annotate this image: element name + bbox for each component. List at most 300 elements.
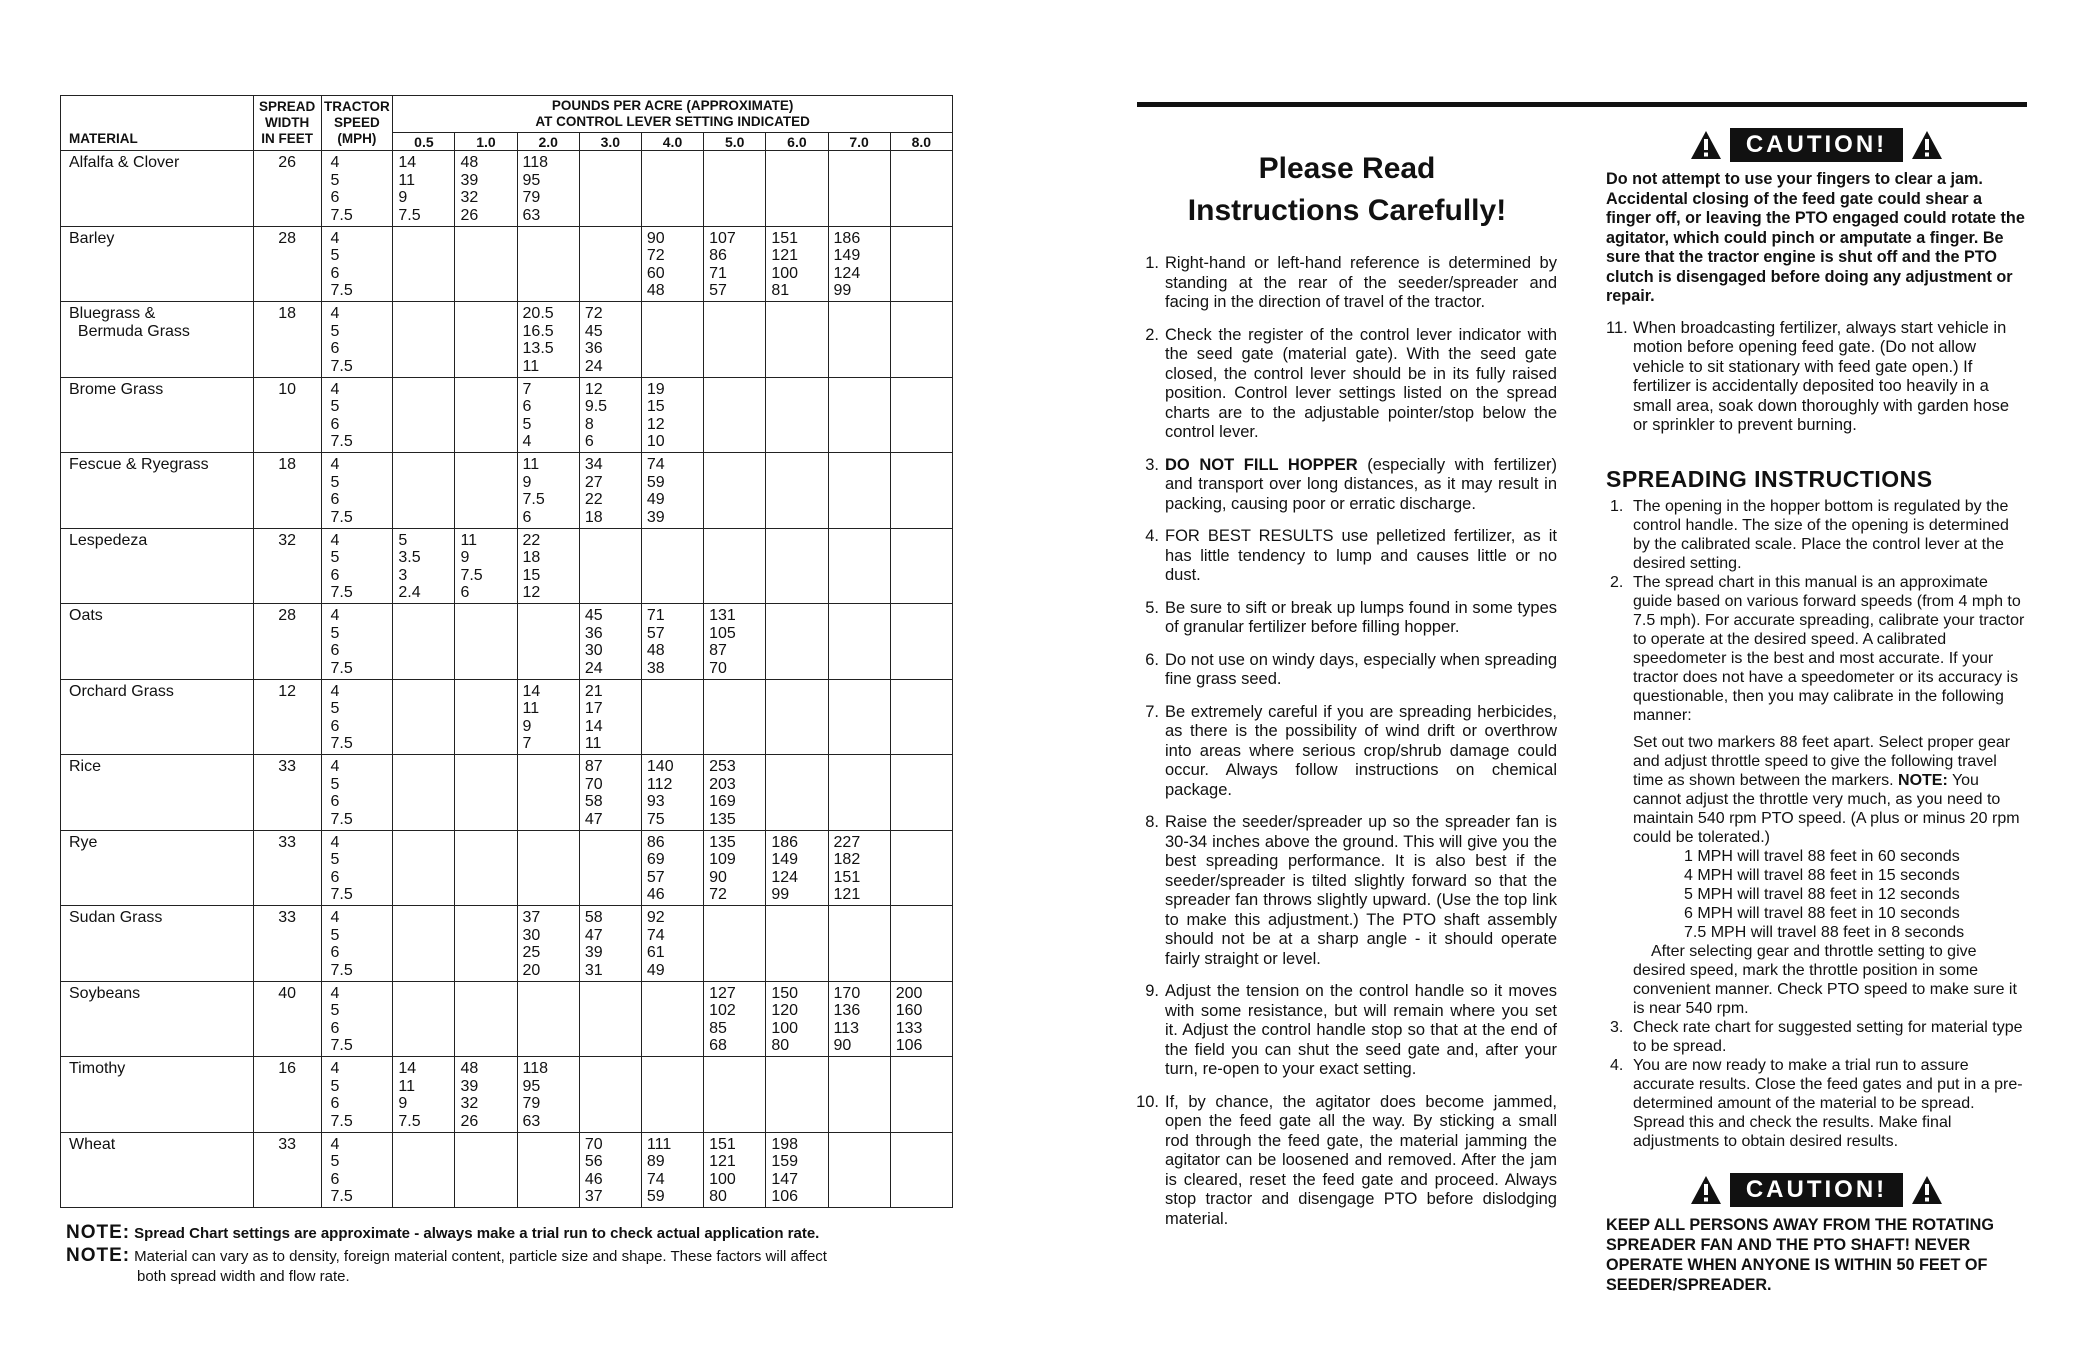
rate-cell (704, 151, 766, 227)
tractor-speed-cell (321, 604, 393, 680)
rate-value: 26 (460, 206, 479, 224)
speed-value: 6 (330, 491, 340, 508)
spreading-text: The opening in the hopper bottom is regulated by the control handle. The size of the opening is determined by the calibrated scale. Place the control lever at the desired setting. (1633, 497, 2009, 572)
rate-value: 127 (709, 984, 736, 1002)
material-name: Fescue & Ryegrass (69, 456, 209, 473)
rate-value: 24 (584, 357, 603, 375)
speed-value: 4 (330, 984, 340, 1002)
material-name: Timothy (69, 1060, 126, 1077)
rate-value: 12 (522, 584, 541, 601)
instruction-number: 10. (1136, 1092, 1159, 1111)
rate-value: 71 (709, 264, 727, 282)
rate-cell (704, 302, 766, 378)
rate-cell (890, 755, 952, 831)
material-name: Barley (69, 229, 115, 247)
speed-value: 7.5 (330, 1188, 353, 1205)
header-setting: 7.0 (828, 133, 890, 151)
rate-cell (641, 226, 703, 302)
rate-cell (393, 1132, 455, 1208)
rate-value: 79 (522, 1095, 541, 1112)
instruction-text: Do not use on windy days, especially when spreading fine grass seed. (1165, 650, 1557, 688)
instruction-number: 8. (1145, 813, 1159, 831)
rate-cell (517, 1057, 579, 1133)
spread-width-cell: 18 (253, 453, 321, 529)
rate-cell (766, 302, 828, 378)
rate-value: 69 (646, 851, 665, 868)
rate-value: 186 (771, 833, 799, 851)
rate-cell (579, 377, 641, 453)
header-setting: 4.0 (641, 133, 703, 151)
spreading-number: 2. (1610, 573, 1624, 591)
rate-value: 16.5 (522, 322, 554, 340)
speed-value: 5 (330, 700, 340, 717)
instruction-number: 4. (1145, 527, 1159, 545)
rate-value: 17 (584, 700, 603, 717)
rate-value: 3.5 (398, 549, 421, 566)
rate-value: 11 (522, 456, 540, 473)
rate-cell (455, 981, 517, 1057)
rate-cell (579, 604, 641, 680)
rate-cell (517, 755, 579, 831)
rate-value: 7.5 (398, 206, 421, 224)
rate-value: 70 (584, 775, 603, 793)
rate-value: 22 (522, 531, 541, 549)
rate-cell (455, 226, 517, 302)
rate-value: 87 (584, 758, 603, 775)
rate-value: 3 (398, 566, 408, 584)
rate-value: 112 (646, 775, 673, 793)
header-setting: 2.0 (517, 133, 579, 151)
rate-cell (641, 1132, 703, 1208)
rate-value: 48 (460, 1060, 479, 1077)
rate-value: 135 (709, 833, 736, 851)
material-name: Soybeans (69, 984, 141, 1002)
rate-value: 86 (646, 833, 665, 851)
rate-cell (641, 528, 703, 604)
rate-value: 21 (584, 682, 603, 700)
speed-value: 5 (330, 247, 340, 264)
tractor-speed-cell (321, 302, 393, 378)
rate-cell (579, 755, 641, 831)
rate-value: 11 (522, 700, 540, 717)
speed-value: 5 (330, 624, 340, 642)
rate-value: 253 (709, 758, 736, 775)
rate-cell (704, 528, 766, 604)
rate-value: 61 (646, 944, 665, 961)
rate-cell (393, 755, 455, 831)
rate-cell (455, 1057, 517, 1133)
spreading-item (1606, 1056, 2027, 1151)
rate-value: 37 (522, 909, 541, 926)
rate-value: 86 (709, 247, 727, 264)
rate-value: 109 (709, 851, 736, 868)
rate-value: 12 (646, 415, 665, 433)
instruction-text: FOR BEST RESULTS use pelletized fertilizer, as it has little tendency to lump and causes little or no dust. (1165, 527, 1557, 584)
spread-width-cell: 33 (253, 830, 321, 906)
speed-value: 7.5 (330, 735, 353, 752)
rate-value: 9 (460, 549, 470, 566)
rate-value: 14 (522, 682, 541, 700)
rate-cell (641, 755, 703, 831)
speed-value: 5 (330, 851, 340, 868)
speed-value: 4 (330, 154, 340, 171)
table-row (61, 1132, 953, 1208)
rate-value: 14 (398, 1060, 417, 1077)
rate-cell (890, 1057, 952, 1133)
rate-value: 121 (833, 886, 861, 903)
rate-value: 48 (646, 642, 665, 659)
rate-cell (579, 453, 641, 529)
rate-value: 24 (584, 659, 603, 677)
rate-value: 99 (771, 886, 790, 903)
rate-cell (766, 906, 828, 982)
speed-value: 6 (330, 1170, 340, 1188)
rate-cell (704, 906, 766, 982)
material-cell (61, 302, 254, 378)
instruction-text: Be extremely careful if you are spreading herbicides, as there is the possibility of wind drift or overthrow into areas where serious crop/shrub damage could occur. Always follow instructions on chemical package. (1165, 702, 1557, 799)
tractor-speed-cell (321, 906, 393, 982)
material-name: Bermuda Grass (69, 322, 190, 340)
rate-value: 140 (646, 758, 674, 775)
note-2: NOTE: Material can vary as to density, foreign material content, particle size and shape. These factors will affect (66, 1245, 827, 1266)
rate-cell (890, 151, 952, 227)
rate-value: 11 (398, 171, 415, 189)
rate-cell (455, 604, 517, 680)
rate-value: 74 (646, 456, 665, 473)
tractor-speed-cell (321, 755, 393, 831)
rate-cell (579, 528, 641, 604)
rate-value: 75 (646, 810, 665, 828)
travel-time-line: 4 MPH will travel 88 feet in 15 seconds (1684, 866, 1960, 884)
rate-value: 11 (460, 531, 478, 549)
rate-cell (393, 679, 455, 755)
material-cell (61, 1057, 254, 1133)
instructions-column (1137, 148, 1557, 1242)
instruction-text: Right-hand or left-hand reference is determined by standing at the rear of the seeder/spreader and facing in the direction of travel of the tractor. (1165, 254, 1557, 311)
rate-value: 6 (522, 398, 532, 415)
rate-value: 47 (584, 810, 603, 828)
rate-cell (828, 981, 890, 1057)
rate-cell (828, 679, 890, 755)
rate-value: 8 (584, 415, 594, 433)
rate-cell (393, 453, 455, 529)
rate-value: 32 (460, 189, 479, 206)
rate-value: 14 (584, 717, 603, 735)
instruction-text: If, by chance, the agitator does become jammed, open the feed gate all the way. By sticking a small rod through the feed gate, the material jamming the agitator can be loosened and removed. After the jam is cleared, reset the feed gate and proceed. Always stop tractor and disengage PTO before dislodging material. (1165, 1092, 1557, 1228)
rate-value: 118 (522, 154, 549, 171)
rate-cell (828, 906, 890, 982)
rate-cell (766, 226, 828, 302)
rate-cell (393, 604, 455, 680)
spread-width-cell: 12 (253, 679, 321, 755)
spread-width-cell: 33 (253, 755, 321, 831)
rate-value: 39 (584, 944, 603, 961)
speed-value: 7.5 (330, 1112, 353, 1130)
rate-value: 49 (646, 491, 665, 508)
table-row (61, 604, 953, 680)
rate-value: 39 (460, 171, 479, 189)
caution-banner (1606, 128, 2027, 162)
rate-cell (579, 906, 641, 982)
rate-value: 133 (895, 1019, 923, 1037)
rate-cell (393, 302, 455, 378)
rate-value: 37 (584, 1188, 603, 1205)
rate-cell (828, 1057, 890, 1133)
speed-value: 5 (330, 473, 340, 491)
rate-value: 7.5 (460, 566, 483, 584)
tractor-speed-cell (321, 679, 393, 755)
rate-cell (517, 453, 579, 529)
material-cell (61, 679, 254, 755)
spreading-instructions-heading: SPREADING INSTRUCTIONS (1606, 465, 1933, 492)
material-cell (61, 377, 254, 453)
spreading-text: You are now ready to make a trial run to assure accurate results. Close the feed gates and put in a pre-determined amount of the material to be spread. Spread this and check the results. Make final adjustments to obtain desired results. (1633, 1056, 2023, 1150)
rate-cell (579, 981, 641, 1057)
rate-value: 92 (646, 909, 665, 926)
rate-value: 13.5 (522, 340, 554, 357)
rate-cell (393, 151, 455, 227)
spread-rate-table (60, 95, 953, 1208)
rate-cell (704, 981, 766, 1057)
rate-cell (890, 906, 952, 982)
instruction-item (1137, 813, 1557, 969)
speed-value: 4 (330, 305, 340, 322)
tractor-speed-cell (321, 151, 393, 227)
rate-value: 36 (584, 624, 603, 642)
rate-value: 80 (771, 1037, 790, 1054)
rate-value: 113 (833, 1019, 860, 1037)
rate-value: 151 (833, 868, 861, 886)
speed-value: 7.5 (330, 206, 353, 224)
rate-value: 186 (833, 229, 861, 247)
header-setting: 8.0 (890, 133, 952, 151)
rate-value: 59 (646, 1188, 665, 1205)
rate-value: 93 (646, 793, 665, 810)
speed-value: 4 (330, 1135, 340, 1153)
rate-value: 79 (522, 189, 541, 206)
rate-value: 124 (833, 264, 861, 282)
rate-value: 151 (709, 1135, 736, 1153)
rate-value: 121 (771, 247, 799, 264)
material-name: Orchard Grass (69, 682, 174, 700)
rate-cell (455, 679, 517, 755)
rate-cell (828, 302, 890, 378)
rate-cell (641, 981, 703, 1057)
spreading-number: 3. (1610, 1018, 1624, 1036)
table-row (61, 302, 953, 378)
rate-value: 200 (895, 984, 923, 1002)
rate-value: 49 (646, 961, 665, 979)
rate-value: 136 (833, 1002, 861, 1019)
rate-cell (828, 226, 890, 302)
speed-value: 7.5 (330, 584, 353, 601)
rate-cell (393, 981, 455, 1057)
rate-value: 30 (522, 926, 541, 944)
rate-cell (890, 302, 952, 378)
rate-cell (766, 1057, 828, 1133)
rate-value: 46 (646, 886, 665, 903)
rate-cell (828, 604, 890, 680)
speed-value: 7.5 (330, 810, 353, 828)
rate-value: 11 (522, 357, 540, 375)
rate-cell (890, 226, 952, 302)
rate-cell (828, 377, 890, 453)
rate-cell (641, 1057, 703, 1133)
rate-cell (455, 1132, 517, 1208)
rate-cell (455, 453, 517, 529)
rate-cell (766, 981, 828, 1057)
rate-value: 7.5 (398, 1112, 421, 1130)
rate-cell (455, 830, 517, 906)
instruction-number: 2. (1145, 325, 1159, 344)
rate-cell (393, 226, 455, 302)
table-row (61, 377, 953, 453)
caution-label: CAUTION! (1730, 128, 1903, 162)
spread-width-cell: 33 (253, 1132, 321, 1208)
spread-width-cell: 10 (253, 377, 321, 453)
rate-value: 30 (584, 642, 603, 659)
rate-value: 107 (709, 229, 736, 247)
spread-width-cell: 32 (253, 528, 321, 604)
rate-value: 95 (522, 1077, 541, 1095)
caution-text-jam: Do not attempt to use your fingers to clear a jam. Accidental closing of the feed gate could shear a finger off, or leaving the PTO engaged could rotate the agitator, which could pinch or amputate a finger. Be sure that the tractor engine is shut off and the PTO clutch is disengaged before doing any adjustment or repair. (1606, 170, 2025, 305)
rate-value: 11 (398, 1077, 415, 1095)
rate-cell (579, 302, 641, 378)
rate-value: 18 (522, 549, 541, 566)
rate-cell (704, 377, 766, 453)
header-setting: 0.5 (393, 133, 455, 151)
material-name: Rye (69, 833, 98, 851)
rate-cell (828, 1132, 890, 1208)
rate-cell (641, 679, 703, 755)
rate-value: 100 (771, 1019, 799, 1037)
material-name: Rice (69, 758, 102, 775)
spread-chart (60, 95, 953, 1208)
rate-value: 124 (771, 868, 799, 886)
rate-value: 72 (584, 305, 603, 322)
spreading-list-continued (1606, 1018, 2027, 1151)
rate-cell (517, 226, 579, 302)
rate-value: 45 (584, 607, 603, 624)
speed-value: 6 (330, 415, 340, 433)
rate-value: 27 (584, 473, 603, 491)
rate-value: 6 (584, 433, 594, 450)
rate-value: 46 (584, 1170, 603, 1188)
rate-value: 198 (771, 1135, 799, 1153)
spreading-text: Check rate chart for suggested setting for material type to be spread. (1633, 1018, 2023, 1055)
instruction-item (1137, 651, 1557, 690)
rate-value: 9 (522, 717, 532, 735)
rate-value: 48 (460, 154, 479, 171)
instruction-text: (especially with fertilizer) and transport over long distances, as it may result in packing, causing poor or erratic discharge. (1165, 455, 1557, 513)
speed-value: 5 (330, 322, 340, 340)
rate-value: 118 (522, 1060, 549, 1077)
material-name: Sudan Grass (69, 909, 163, 926)
material-cell (61, 528, 254, 604)
material-cell (61, 981, 254, 1057)
note-1: NOTE: Spread Chart settings are approximate - always make a trial run to check actual application rate. (66, 1222, 820, 1243)
rate-value: 20 (522, 961, 541, 979)
speed-value: 6 (330, 642, 340, 659)
rate-value: 90 (833, 1037, 852, 1054)
rate-value: 5 (398, 531, 408, 549)
rate-cell (828, 151, 890, 227)
rate-cell (704, 604, 766, 680)
material-cell (61, 1132, 254, 1208)
rate-cell (890, 377, 952, 453)
speed-value: 5 (330, 1077, 340, 1095)
rate-value: 111 (646, 1135, 672, 1153)
material-name: Oats (69, 607, 103, 624)
rate-value: 15 (646, 398, 665, 415)
rate-cell (517, 1132, 579, 1208)
material-name: Wheat (69, 1135, 116, 1153)
speed-value: 5 (330, 1153, 340, 1170)
instruction-text: Adjust the tension on the control handle so it moves with some resistance, but will remain where you set it. Adjust the control handle stop so that at the end of the field you can shut the seed gate and, after your turn, re-open to your exact setting. (1165, 982, 1557, 1078)
rate-cell (517, 302, 579, 378)
travel-time-list (1606, 847, 2027, 942)
spread-width-cell: 40 (253, 981, 321, 1057)
rate-cell (704, 830, 766, 906)
table-row (61, 226, 953, 302)
speed-value: 5 (330, 1002, 340, 1019)
material-cell (61, 453, 254, 529)
speed-value: 4 (330, 607, 340, 624)
rate-cell (704, 1057, 766, 1133)
speed-value: 4 (330, 833, 340, 851)
spreading-list (1606, 497, 2027, 725)
page-top-rule (1137, 102, 2027, 107)
speed-value: 6 (330, 566, 340, 584)
rate-value: 203 (709, 775, 736, 793)
rate-cell (828, 830, 890, 906)
speed-value: 6 (330, 868, 340, 886)
rate-value: 47 (584, 926, 603, 944)
rate-cell (766, 604, 828, 680)
rate-value: 149 (833, 247, 861, 264)
rate-cell (393, 1057, 455, 1133)
speed-value: 4 (330, 531, 340, 549)
page-title: Please Read Instructions Carefully! (1187, 152, 1507, 227)
material-cell (61, 830, 254, 906)
rate-value: 19 (646, 380, 665, 398)
table-row (61, 906, 953, 982)
rate-cell (766, 377, 828, 453)
spread-width-cell: 28 (253, 604, 321, 680)
rate-cell (641, 151, 703, 227)
rate-value: 63 (522, 206, 541, 224)
rate-value: 12 (584, 380, 603, 398)
material-cell (61, 151, 254, 227)
rate-value: 15 (522, 566, 541, 584)
rate-cell (455, 528, 517, 604)
rate-cell (455, 302, 517, 378)
caution-banner (1606, 1173, 2027, 1207)
instruction-item (1137, 326, 1557, 443)
speed-value: 5 (330, 549, 340, 566)
material-cell (61, 226, 254, 302)
header-setting: 5.0 (704, 133, 766, 151)
rate-value: 87 (709, 642, 727, 659)
instruction-item (1137, 1093, 1557, 1230)
rate-cell (517, 604, 579, 680)
rate-cell (641, 453, 703, 529)
rate-cell (517, 151, 579, 227)
rate-cell (517, 377, 579, 453)
instruction-number: 6. (1145, 650, 1159, 669)
speed-value: 7.5 (330, 433, 353, 450)
rate-value: 56 (584, 1153, 603, 1170)
